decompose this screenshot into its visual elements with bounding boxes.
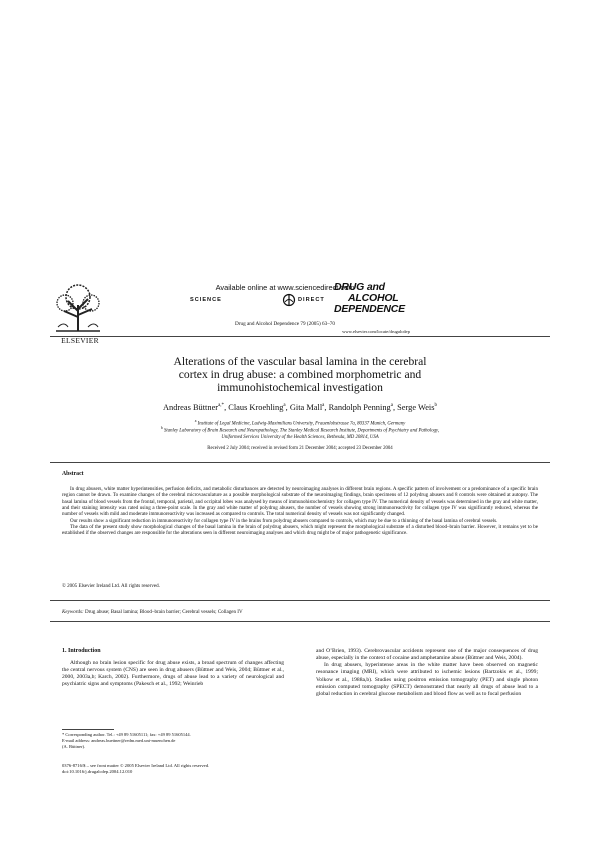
sciencedirect-mark-icon bbox=[282, 293, 296, 307]
doi-line[interactable]: doi:10.1016/j.drugalcdep.2004.12.010 bbox=[62, 769, 133, 774]
footnote bbox=[62, 732, 284, 749]
keywords-bottom-rule bbox=[50, 621, 550, 622]
author-sup[interactable]: a,* bbox=[218, 403, 225, 409]
author-sup[interactable]: a bbox=[322, 403, 325, 409]
body-column-right bbox=[316, 648, 538, 698]
body-paragraph: and O’Brien, 1993). Cerebrovascular accidents represent one of the major consequences of drug abuse, especially in the context of cocaine and amphetamine abuse (Büttner and Weis, 2004). bbox=[316, 648, 538, 662]
keywords-top-rule bbox=[50, 600, 550, 601]
abstract-top-rule bbox=[50, 462, 550, 463]
author-name: Randolph Penning bbox=[328, 403, 391, 412]
affiliation-b-text-2: Uniformed Services University of the Health Sciences, Bethesda, MD 20814, USA bbox=[221, 435, 379, 441]
author-name: Gita Mall bbox=[289, 403, 323, 412]
author-name: Claus Kroehling bbox=[228, 403, 284, 412]
affiliation-b bbox=[110, 425, 490, 442]
affiliation-a-text: Institute of Legal Medicine, Ludwig-Maximilians University, Frauenlobstrasse 7a, 80337 Munich, Germany bbox=[197, 421, 406, 427]
sd-left-text: SCIENCE bbox=[190, 297, 222, 303]
keywords bbox=[62, 609, 243, 615]
body-paragraph: In drug abusers, hyperintense areas in the white matter have been observed on magnetic resonance imaging (MRI), which were attributed to ischemic lesions (Bartzokis et al., 1999; Volkow et al., 1988a,b). Studies using positron emission tomography (PET) and single photon emission computed tomography (SPECT) demonstrated that nearly all drugs of abuse lead to a global reduction in cerebral glucose metabolism and blood flow as well as to focal perfusion bbox=[316, 662, 538, 697]
author-sup[interactable]: a bbox=[283, 403, 286, 409]
keywords-text: Drug abuse; Basal lamina; Blood–brain barrier; Cerebral vessels; Collagen IV bbox=[84, 609, 243, 615]
journal-logo-line1: DRUG and bbox=[334, 281, 385, 293]
title-line: cortex in drug abuse: a combined morphometric and bbox=[178, 368, 422, 382]
journal-url[interactable]: www.elsevier.com/locate/drugalcdep bbox=[342, 329, 410, 334]
affiliation-b-text: Stanley Laboratory of Brain Research and Neuropathology, The Stanley Medical Research Institute, Departments of Psychiatry and Pathology, bbox=[163, 428, 440, 434]
author-sup[interactable]: b bbox=[434, 403, 438, 409]
header-divider bbox=[50, 336, 550, 337]
title-line: immunohistochemical investigation bbox=[217, 381, 383, 395]
footnote-name: (A. Büttner). bbox=[62, 743, 86, 749]
affiliation-b-marker: b bbox=[160, 426, 163, 430]
abstract-paragraph: The data of the present study show morphological changes of the basal lamina in the brain of polydrug abusers, which might represent the morphological substrate of a disturbed blood–brain barrier. However, it remains yet to be established if the observed changes are responsible for the alterations seen in different neuroimaging analyses and which drug might be of major pathogenetic significance. bbox=[62, 524, 538, 537]
article-title bbox=[80, 355, 520, 395]
publisher-name: ELSEVIER bbox=[61, 336, 99, 345]
received-dates: Received 2 July 2004; received in revised form 21 December 2004; accepted 23 December 2004 bbox=[207, 446, 393, 451]
elsevier-tree-logo bbox=[50, 281, 106, 333]
journal-logo-line3: DEPENDENCE bbox=[334, 303, 405, 315]
issn-line: 0376-8716/$ – see front matter © 2005 Elsevier Ireland Ltd. All rights reserved. bbox=[62, 763, 210, 768]
body-column-left bbox=[62, 660, 284, 689]
journal-logo-line2: ALCOHOL bbox=[348, 292, 399, 304]
author-name: Andreas Büttner bbox=[162, 403, 219, 412]
footnote-rule bbox=[62, 729, 114, 730]
issn-info bbox=[62, 763, 284, 775]
author-name: Serge Weis bbox=[397, 403, 435, 412]
keywords-label: Keywords: bbox=[62, 609, 84, 615]
copyright-notice: © 2005 Elsevier Ireland Ltd. All rights reserved. bbox=[62, 583, 160, 589]
section-heading-introduction: 1. Introduction bbox=[62, 648, 101, 654]
body-paragraph: Although no brain lesion specific for drug abuse exists, a broad spectrum of changes affecting the central nervous system (CNS) are seen in drug abusers (Büttner and Weis, 2004; Büttner et al., 2000, 2003a,b; Karch, 2002). Furthermore, drugs of abuse lead to a variety of neurological and psychiatric signs and symptoms (Pakesch et al., 1992; Weinrieb bbox=[62, 660, 284, 688]
journal-logo bbox=[330, 282, 418, 328]
footnote-email[interactable]: E-mail address: andreas.buettner@redm.med.uni-muenchen.de bbox=[62, 737, 176, 743]
affiliation-a-marker: a bbox=[194, 419, 197, 423]
journal-citation: Drug and Alcohol Dependence 79 (2005) 63–70 bbox=[235, 321, 335, 327]
footnote-corresponding: * Corresponding author. Tel.: +49 89 51605111; fax: +49 89 51605144. bbox=[62, 732, 191, 737]
author-sup[interactable]: a bbox=[390, 403, 393, 409]
abstract-body bbox=[62, 486, 538, 537]
abstract-paragraph: Our results show a significant reduction in immunoreactivity for collagen type IV in the brains from polydrug abusers compared to controls, which may be due to a thinning of the basal lamina of cerebral vessels. bbox=[70, 517, 498, 524]
title-line: Alterations of the vascular basal lamina in the cerebral bbox=[173, 355, 427, 368]
sd-right-text: DIRECT bbox=[298, 297, 325, 303]
author-list: Andreas Büttner$^{a,*}$, Claus Kroehling$^a$, Gita Mall$^a$, Randolph Penning$^a$, Serge Weis$^b$ bbox=[162, 403, 438, 412]
abstract-heading: Abstract bbox=[62, 471, 84, 477]
abstract-paragraph: In drug abusers, white matter hyperintensities, perfusion deficits, and metabolic disturbances are detected by neuroimaging analyses in different brain regions. A specific pattern of involvement or a predominance of a specific brain region cannot be drawn. To examine changes of the cerebral microvasculature as a possible morphological substrate of the neuroimaging findings, brain specimens of 12 polydrug abusers and 8 controls were obtained at autopsy. The basal lamina of blood vessels from the frontal, temporal, parietal, and occipital lobes was analysed by means of immunohistochemistry for collagen type IV. The numerical density of vessels was determined in the gray and white matter, and their staining intensity was rated using a three-point scale. In the gray and white matter of polydrug abusers, the number of vessels showing strong immunoreactivity for collagen type IV was significantly reduced, whereas the number of vessels with mild and moderate immunoreactivity was increased as compared to controls. The total numerical density of vessels was not significantly changed. bbox=[62, 486, 538, 518]
available-online-text: Available online at www.sciencedirect.com bbox=[215, 283, 355, 292]
